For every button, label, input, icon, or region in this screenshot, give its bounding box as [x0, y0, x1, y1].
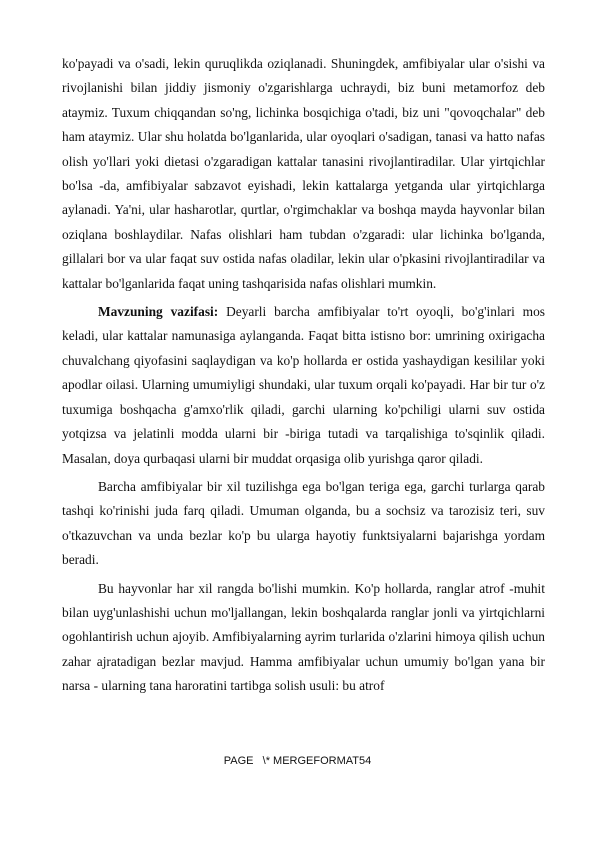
paragraph-1-text: ko'payadi va o'sadi, lekin quruqlikda oziqlanadi. Shuningdek, amfibiyalar ular o'sishi va rivojlanishi bilan jiddiy jismoniy o'zgarishlarga uchraydi, biz buni metamorfoz deb ataymiz. Tuxum chiqqandan so'ng, lichinka bosqichiga o'tadi, biz uni "qovoqchalar" deb ham ataymiz. Ular shu holatda bo'lganlarida, ular oyoqlari o'sadigan, tanasi va hatto nafas olish yo'llari yoki dietasi o'zgaradigan kattalar tanasini rivojlantiradilar. Ular yirtqichlar bo'lsa -da, amfibiyalar sabzavot eyishadi, lekin kattalarga yetganda ular yirtqichlarga aylanadi. Ya'ni, ular hasharotlar, qurtlar, o'rgimchaklar va boshqa mayda hayvonlar bilan oziqlana boshlaydilar. Nafas olishlari ham tubdan o'zgaradi: ular lichinka bo'lganda, gillalari bor va ular faqat suv ostida nafas oladilar, lekin ular o'pkasini rivojlantiradilar va kattalar bo'lganlarida faqat uning tashqarisida nafas olishlari mumkin. — [62, 56, 545, 291]
paragraph-3 — [62, 475, 545, 573]
paragraph-2-lead: Mavzuning vazifasi: — [98, 304, 219, 320]
page-footer: PAGE \* MERGEFORMAT54 — [223, 755, 372, 767]
paragraph-1 — [62, 52, 545, 296]
paragraph-4 — [62, 577, 545, 699]
paragraph-4-text: Bu hayvonlar har xil rangda bo'lishi mumkin. Ko'p hollarda, ranglar atrof -muhit bilan uyg'unlashishi uchun mo'ljallangan, lekin boshqalarda ranglar jonli va yirtqichlarni ogohlantirish uchun ajoyib. Amfibiyalarning ayrim turlarida o'zlarini himoya qilish uchun zahar ajratadigan bezlar mavjud. Hamma amfibiyalar uchun umumiy bo'lgan yana bir narsa - ularning tana haroratini tartibga solish usuli: bu atrof — [62, 580, 545, 694]
paragraph-3-text: Barcha amfibiyalar bir xil tuzilishga ega bo'lgan teriga ega, garchi turlarga qarab tashqi ko'rinishi juda farq qiladi. Umuman olganda, bu a sochsiz va tarozisiz teri, suv o'tkazuvchan va unda bezlar ko'p bu ularga hayotiy funktsiyalarni bajarishga yordam beradi. — [62, 478, 545, 568]
paragraph-2-text: Deyarli barcha amfibiyalar to'rt oyoqli, bo'g'inlari mos keladi, ular kattalar namunasiga aylanganda. Faqat bitta istisno bor: umrining oxirigacha chuvalchang qiyofasini saqlaydigan va ko'p hollarda er ostida yashaydigan kesililar yoki apodlar oilasi. Ularning umumiyligi shundaki, ular tuxum orqali ko'payadi. Har bir tur o'z tuxumiga boshqacha g'amxo'rlik qiladi, garchi ularning ko'pchiligi ularni suv ostida yotqizsa va jelatinli modda ularni bir -biriga tutadi va tarqalishiga to'sqinlik qiladi. Masalan, doya qurbaqasi ularni bir muddat orqasiga olib yurishga qaror qiladi. — [62, 304, 545, 466]
paragraph-2 — [62, 300, 545, 471]
document-page — [62, 52, 545, 699]
